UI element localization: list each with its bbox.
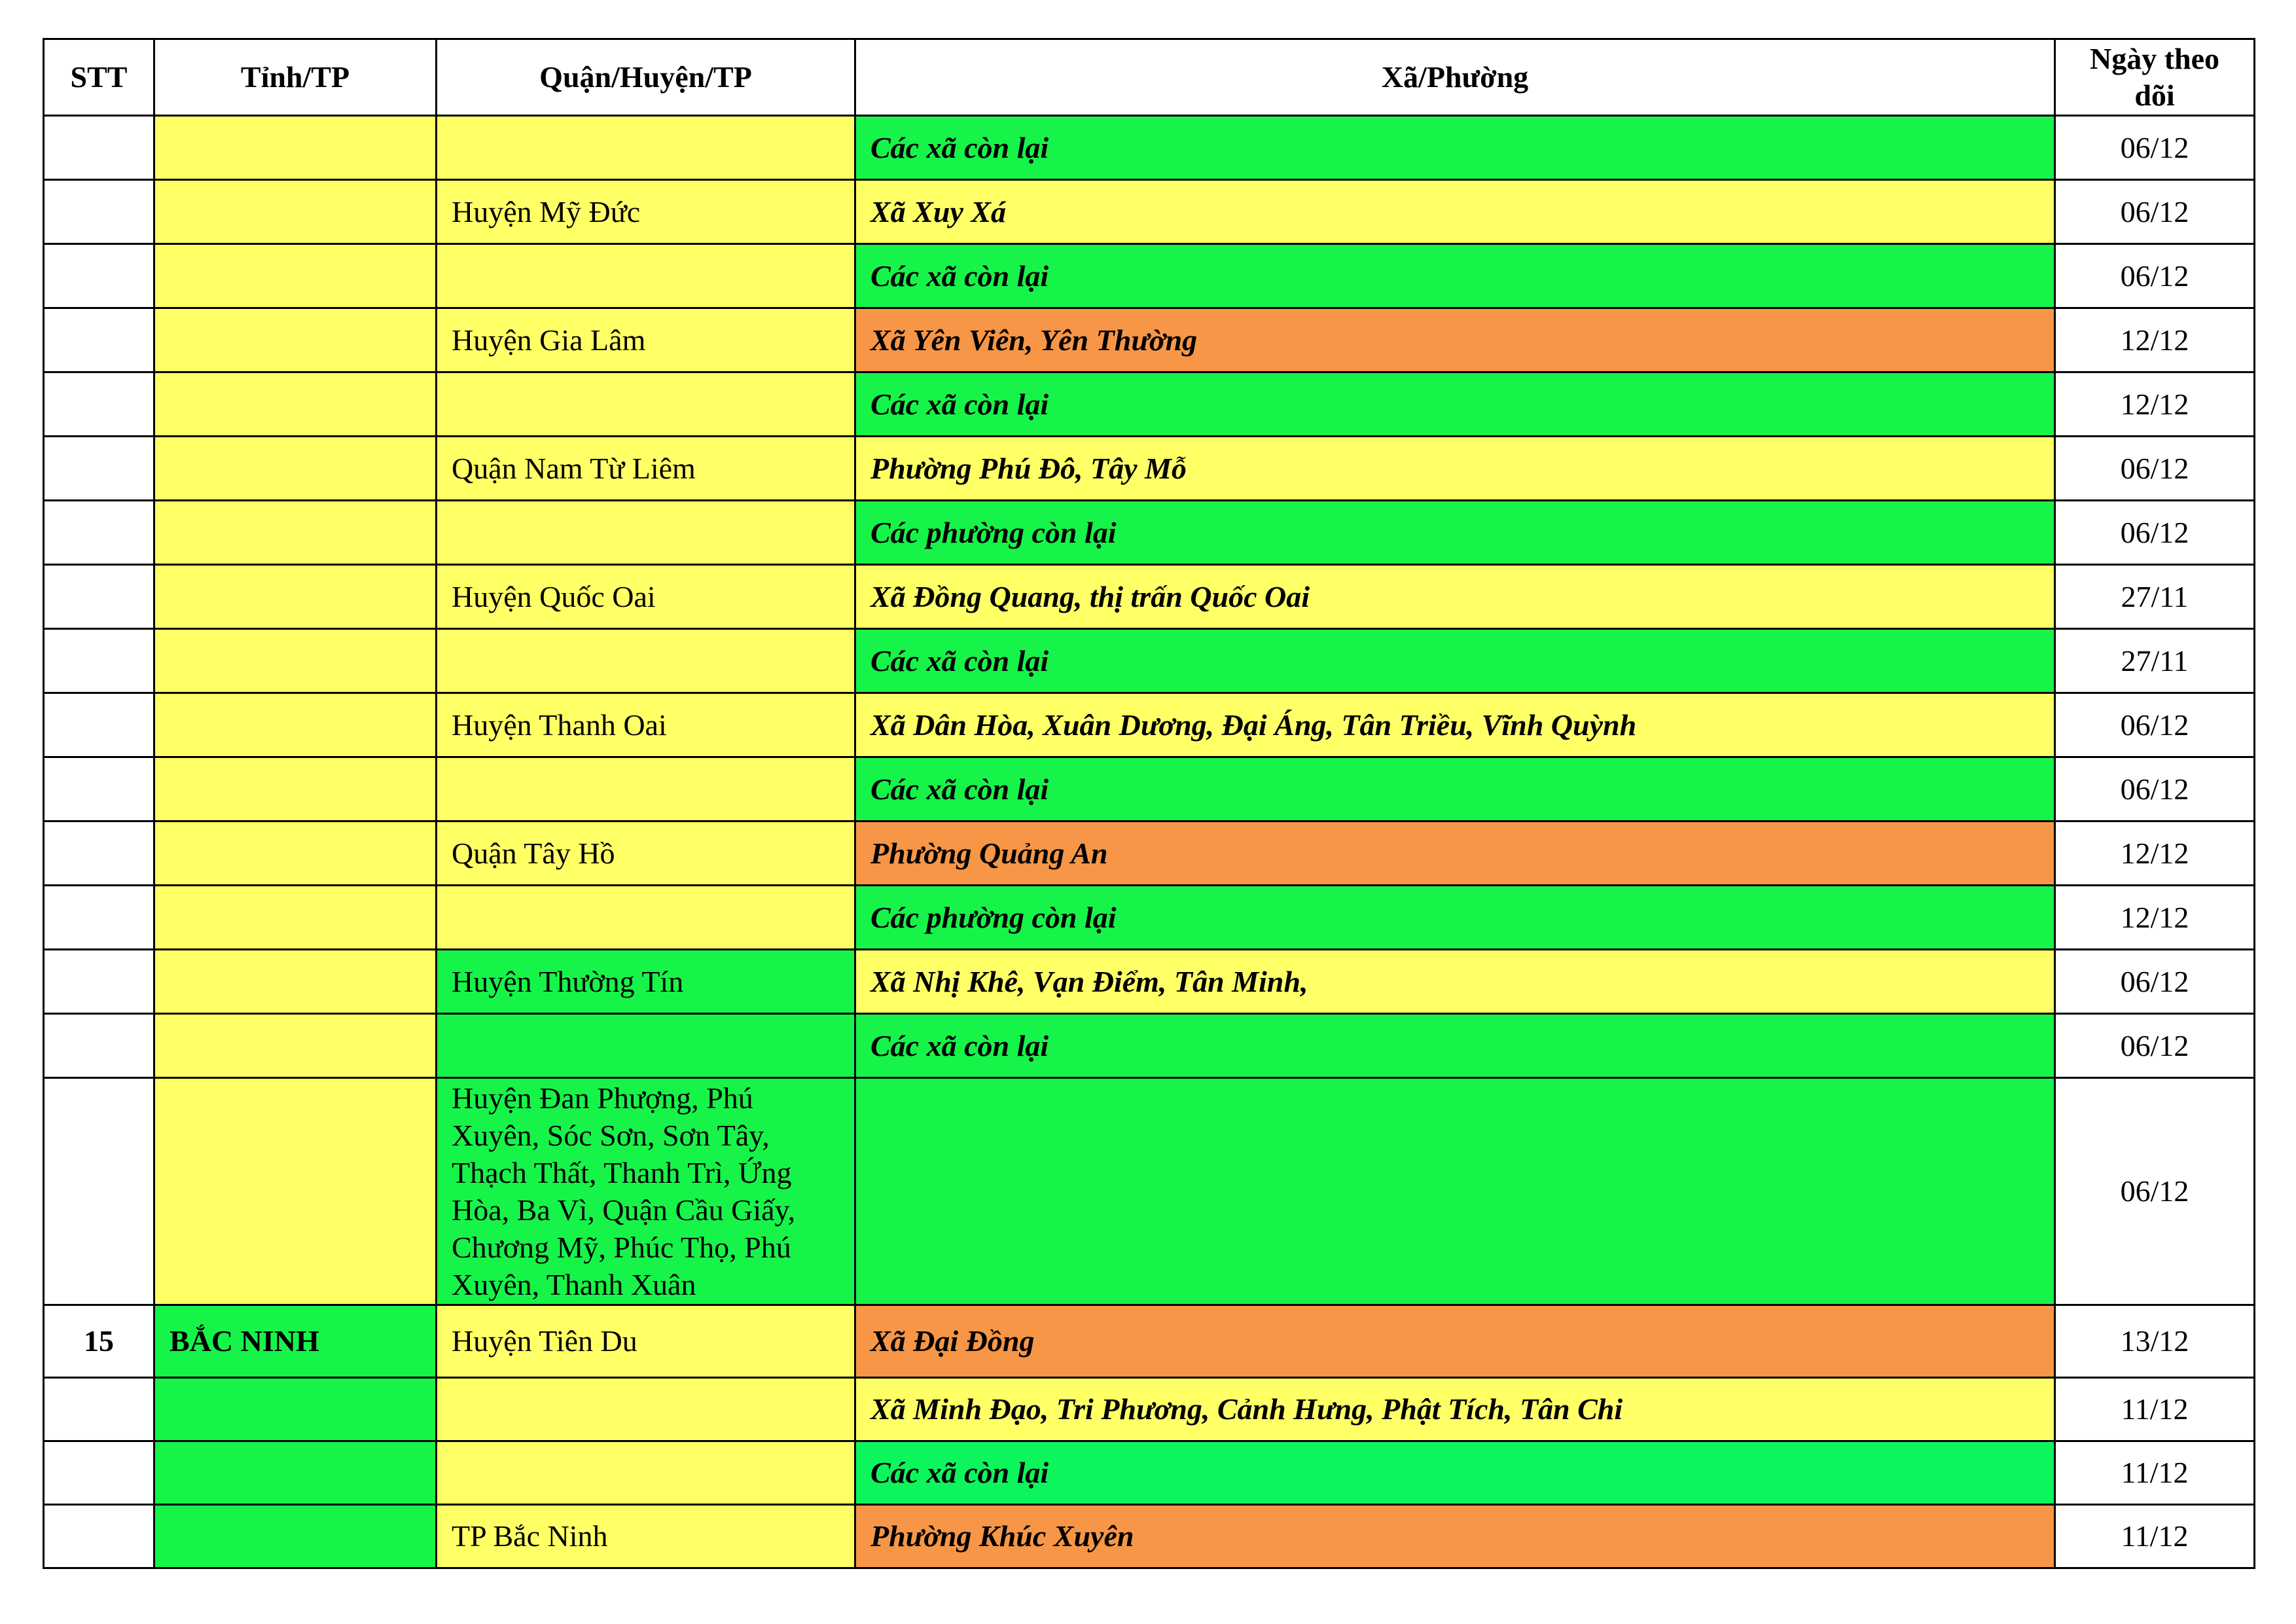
cell-stt (44, 116, 154, 180)
table-row (44, 950, 2255, 1014)
cell-xa: Xã Đại Đồng (855, 1305, 2055, 1378)
table-row (44, 501, 2255, 565)
cell-xa: Các xã còn lại (855, 629, 2055, 693)
cell-xa: Các phường còn lại (855, 501, 2055, 565)
cell-stt (44, 1378, 154, 1441)
cell-xa (855, 1078, 2055, 1305)
cell-tinh (154, 1441, 437, 1505)
cell-quan: Quận Nam Từ Liêm (437, 437, 855, 501)
cell-xa: Các xã còn lại (855, 116, 2055, 180)
cell-quan (437, 1441, 855, 1505)
cell-ngay: 06/12 (2055, 950, 2255, 1014)
cell-tinh (154, 501, 437, 565)
table-row (44, 437, 2255, 501)
cell-xa: Xã Minh Đạo, Tri Phương, Cảnh Hưng, Phật Tích, Tân Chi (855, 1378, 2055, 1441)
cell-stt (44, 1078, 154, 1305)
cell-tinh (154, 437, 437, 501)
cell-stt (44, 437, 154, 501)
cell-tinh (154, 1505, 437, 1568)
table-row (44, 244, 2255, 308)
cell-tinh: BẮC NINH (154, 1305, 437, 1378)
cell-ngay: 06/12 (2055, 1014, 2255, 1078)
cell-quan: Huyện Đan Phượng, Phú Xuyên, Sóc Sơn, Sơn Tây, Thạch Thất, Thanh Trì, Ứng Hòa, Ba Vì, Quận Cầu Giấy, Chương Mỹ, Phúc Thọ, Phú Xuyên, Thanh Xuân (437, 1078, 855, 1305)
cell-tinh (154, 308, 437, 372)
cell-quan (437, 501, 855, 565)
cell-ngay: 27/11 (2055, 565, 2255, 629)
cell-ngay: 06/12 (2055, 180, 2255, 244)
table-row (44, 180, 2255, 244)
cell-tinh (154, 1078, 437, 1305)
cell-stt (44, 693, 154, 757)
cell-quan (437, 757, 855, 821)
cell-quan (437, 244, 855, 308)
cell-ngay: 06/12 (2055, 757, 2255, 821)
header-xa: Xã/Phường (855, 39, 2055, 116)
table-row (44, 116, 2255, 180)
cell-ngay: 06/12 (2055, 116, 2255, 180)
table-row (44, 757, 2255, 821)
cell-xa: Các xã còn lại (855, 372, 2055, 437)
cell-quan (437, 886, 855, 950)
cell-xa: Phường Phú Đô, Tây Mỗ (855, 437, 2055, 501)
cell-stt (44, 821, 154, 886)
cell-xa: Các phường còn lại (855, 886, 2055, 950)
cell-tinh (154, 244, 437, 308)
cell-ngay: 27/11 (2055, 629, 2255, 693)
cell-xa: Xã Dân Hòa, Xuân Dương, Đại Áng, Tân Triều, Vĩnh Quỳnh (855, 693, 2055, 757)
table-body (44, 116, 2255, 1568)
cell-ngay: 12/12 (2055, 821, 2255, 886)
header-row (44, 39, 2255, 116)
cell-ngay: 13/12 (2055, 1305, 2255, 1378)
cell-stt (44, 629, 154, 693)
cell-stt (44, 501, 154, 565)
cell-quan: Quận Tây Hồ (437, 821, 855, 886)
cell-tinh (154, 565, 437, 629)
cell-ngay: 11/12 (2055, 1505, 2255, 1568)
cell-xa: Các xã còn lại (855, 1014, 2055, 1078)
cell-ngay: 11/12 (2055, 1441, 2255, 1505)
cell-stt (44, 886, 154, 950)
cell-ngay: 06/12 (2055, 244, 2255, 308)
cell-quan: Huyện Gia Lâm (437, 308, 855, 372)
cell-ngay: 12/12 (2055, 886, 2255, 950)
cell-xa: Xã Nhị Khê, Vạn Điểm, Tân Minh, (855, 950, 2055, 1014)
cell-stt: 15 (44, 1305, 154, 1378)
cell-xa: Xã Đồng Quang, thị trấn Quốc Oai (855, 565, 2055, 629)
cell-stt (44, 757, 154, 821)
table-row (44, 1378, 2255, 1441)
cell-quan (437, 629, 855, 693)
table-row (44, 1305, 2255, 1378)
header-ngay: Ngày theo dõi (2055, 39, 2255, 116)
cell-quan: Huyện Thanh Oai (437, 693, 855, 757)
cell-quan: Huyện Tiên Du (437, 1305, 855, 1378)
cell-xa: Xã Yên Viên, Yên Thường (855, 308, 2055, 372)
cell-ngay: 06/12 (2055, 501, 2255, 565)
table-row (44, 886, 2255, 950)
cell-stt (44, 1505, 154, 1568)
cell-quan: Huyện Quốc Oai (437, 565, 855, 629)
cell-stt (44, 565, 154, 629)
table-row (44, 372, 2255, 437)
table-row (44, 1014, 2255, 1078)
cell-xa: Phường Khúc Xuyên (855, 1505, 2055, 1568)
table-row (44, 308, 2255, 372)
cell-ngay: 11/12 (2055, 1378, 2255, 1441)
cell-stt (44, 1014, 154, 1078)
cell-stt (44, 950, 154, 1014)
cell-stt (44, 1441, 154, 1505)
cell-xa: Xã Xuy Xá (855, 180, 2055, 244)
header-quan: Quận/Huyện/TP (437, 39, 855, 116)
cell-tinh (154, 886, 437, 950)
table-row (44, 821, 2255, 886)
table-row (44, 629, 2255, 693)
cell-tinh (154, 950, 437, 1014)
table-row (44, 1078, 2255, 1305)
cell-stt (44, 308, 154, 372)
cell-stt (44, 244, 154, 308)
cell-xa: Phường Quảng An (855, 821, 2055, 886)
cell-ngay: 06/12 (2055, 437, 2255, 501)
cell-tinh (154, 180, 437, 244)
cell-xa: Các xã còn lại (855, 244, 2055, 308)
cell-quan (437, 1014, 855, 1078)
header-tinh: Tỉnh/TP (154, 39, 437, 116)
table-row (44, 565, 2255, 629)
table-row (44, 1441, 2255, 1505)
cell-quan: Huyện Mỹ Đức (437, 180, 855, 244)
table-row (44, 693, 2255, 757)
cell-quan (437, 116, 855, 180)
cell-tinh (154, 693, 437, 757)
cell-ngay: 12/12 (2055, 308, 2255, 372)
cell-quan (437, 1378, 855, 1441)
cell-ngay: 06/12 (2055, 1078, 2255, 1305)
data-table (43, 38, 2255, 1569)
cell-tinh (154, 629, 437, 693)
cell-tinh (154, 1378, 437, 1441)
cell-ngay: 06/12 (2055, 693, 2255, 757)
cell-tinh (154, 1014, 437, 1078)
cell-xa: Các xã còn lại (855, 1441, 2055, 1505)
cell-tinh (154, 372, 437, 437)
cell-tinh (154, 757, 437, 821)
cell-quan: Huyện Thường Tín (437, 950, 855, 1014)
table-row (44, 1505, 2255, 1568)
cell-tinh (154, 116, 437, 180)
cell-xa: Các xã còn lại (855, 757, 2055, 821)
cell-quan: TP Bắc Ninh (437, 1505, 855, 1568)
cell-quan (437, 372, 855, 437)
cell-tinh (154, 821, 437, 886)
cell-stt (44, 372, 154, 437)
cell-stt (44, 180, 154, 244)
header-stt: STT (44, 39, 154, 116)
cell-ngay: 12/12 (2055, 372, 2255, 437)
